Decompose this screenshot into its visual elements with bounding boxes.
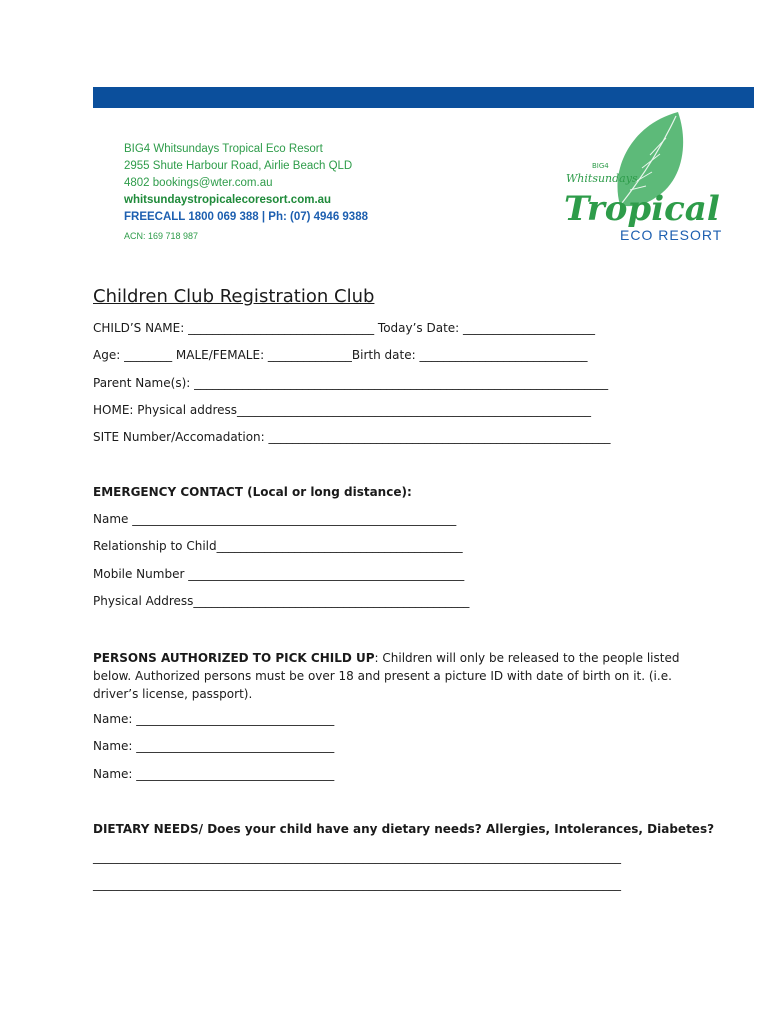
age-gender-birthdate-field[interactable]: Age: ________ MALE/FEMALE: ______________Birth date: ____________________________	[93, 348, 588, 362]
address: 2955 Shute Harbour Road, Airlie Beach QLD	[124, 160, 353, 172]
authorized-paragraph	[93, 649, 693, 703]
logo-tropical: Tropical	[564, 189, 720, 229]
emergency-heading: EMERGENCY CONTACT (Local or long distance):	[93, 485, 412, 499]
business-name: BIG4 Whitsundays Tropical Eco Resort	[124, 143, 323, 155]
dietary-line-2[interactable]: ________________________________________________________________________________________	[93, 877, 621, 891]
authorized-heading: PERSONS AUTHORIZED TO PICK CHILD UP	[93, 651, 375, 665]
authorized-text: : Children will only be released to the people listed below. Authorized persons must be over 18 and present a picture ID with date of birth on it. (i.e. driver’s license, passport).	[93, 651, 680, 701]
authorized-name-1-field[interactable]: Name: _________________________________	[93, 712, 335, 726]
form-title: Children Club Registration Club	[93, 286, 375, 307]
childs-name-field[interactable]: CHILD’S NAME: _______________________________ Today’s Date: ______________________	[93, 321, 596, 335]
emergency-name-field[interactable]: Name ______________________________________________________	[93, 512, 457, 526]
phone-line: FREECALL 1800 069 388 | Ph: (07) 4946 9388	[124, 211, 368, 223]
website: whitsundaystropicalecoresort.com.au	[124, 194, 332, 206]
logo-big4: BIG4	[592, 162, 609, 170]
emergency-mobile-field[interactable]: Mobile Number ______________________________________________	[93, 567, 465, 581]
site-number-field[interactable]: SITE Number/Accomadation: _________________________________________________________	[93, 430, 611, 444]
dietary-line-1[interactable]: ________________________________________________________________________________________	[93, 850, 621, 864]
header-bar	[93, 87, 754, 108]
contact-block	[124, 141, 368, 245]
dietary-heading: DIETARY NEEDS/ Does your child have any dietary needs? Allergies, Intolerances, Diabetes?	[93, 822, 715, 836]
emergency-relationship-field[interactable]: Relationship to Child_________________________________________	[93, 539, 463, 553]
logo-eco-resort: ECO RESORT	[620, 227, 723, 243]
email: 4802 bookings@wter.com.au	[124, 177, 273, 189]
logo-whitsundays: Whitsundays	[566, 172, 638, 185]
acn: ACN: 169 718 987	[124, 231, 199, 241]
home-address-field[interactable]: HOME: Physical address___________________________________________________________	[93, 403, 592, 417]
resort-logo	[560, 110, 735, 245]
parent-names-field[interactable]: Parent Name(s): _____________________________________________________________________	[93, 376, 609, 390]
emergency-address-field[interactable]: Physical Address______________________________________________	[93, 594, 470, 608]
authorized-name-2-field[interactable]: Name: _________________________________	[93, 739, 335, 753]
authorized-name-3-field[interactable]: Name: _________________________________	[93, 767, 335, 781]
